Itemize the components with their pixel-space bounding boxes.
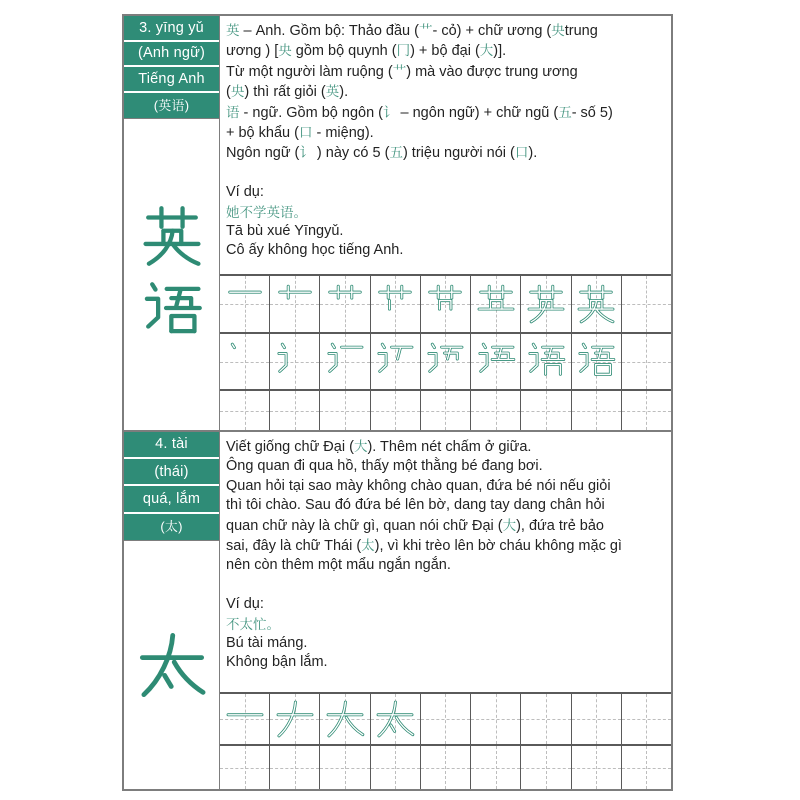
stroke-grid-empty-1	[220, 389, 671, 430]
text-line: Quan hỏi tại sao mày không chào quan, đứa bé nói nếu giỏi	[226, 477, 611, 494]
practice-cell-empty	[371, 391, 421, 430]
big-character-tai	[135, 628, 209, 702]
practice-cell-stroke-step	[320, 694, 370, 744]
entry-3-meaning: Tiếng Anh	[124, 67, 219, 93]
practice-cell-empty	[220, 746, 270, 789]
entry-3-example-label: Ví dụ:	[226, 184, 264, 201]
practice-cell-stroke-step	[270, 276, 320, 332]
practice-cell-stroke-step	[270, 694, 320, 744]
entry-4-explanation-lines	[226, 437, 663, 576]
entry-4-example-label: Ví dụ:	[226, 596, 264, 613]
practice-cell-stroke-step	[421, 276, 471, 332]
entry-3-hanviet: (Anh ngữ)	[124, 42, 219, 68]
big-character-ying	[139, 203, 205, 269]
entry-3-example-chinese: 她不学英语。	[226, 204, 307, 220]
entry-4-example-translation: Không bận lắm.	[226, 654, 328, 671]
entry-4-big-characters	[124, 541, 219, 789]
practice-cell-stroke-step	[320, 276, 370, 332]
practice-cell-stroke-step	[220, 694, 270, 744]
stroke-grid-yu	[220, 332, 671, 389]
practice-cell-empty	[622, 746, 671, 789]
entry-4-tai	[124, 430, 671, 789]
practice-cell-stroke-step	[572, 334, 622, 389]
practice-cell-empty	[622, 276, 671, 332]
entry-3-explanation-lines	[226, 21, 663, 164]
entry-3-right-column	[220, 16, 671, 430]
text-line: Ông quan đi qua hồ, thấy một thằng bé đang bơi.	[226, 458, 543, 475]
spacer	[226, 576, 663, 595]
practice-cell-empty	[572, 694, 622, 744]
practice-cell-empty	[220, 391, 270, 430]
entry-4-example-chinese: 不太忙。	[226, 616, 280, 632]
practice-cell-empty	[471, 694, 521, 744]
text-line: ương ) [央 gồm bộ quynh (冂) + bộ đại (大)].	[226, 43, 507, 60]
text-line: nên còn thêm một mẩu ngắn ngắn.	[226, 557, 451, 574]
text-line: Từ một người làm ruộng (艹) mà vào được trung ương	[226, 63, 578, 80]
practice-cell-empty	[371, 746, 421, 789]
practice-cell-stroke-step	[371, 694, 421, 744]
stroke-grid-tai	[220, 692, 671, 744]
practice-cell-empty	[471, 391, 521, 430]
text-line: Viết giống chữ Đại (大). Thêm nét chấm ở giữa.	[226, 439, 532, 455]
entry-4-left-column	[124, 432, 220, 789]
entry-3-number-pinyin: 3. yīng yǔ	[124, 16, 219, 42]
entry-3-example-pinyin: Tā bù xué Yīngyǔ.	[226, 223, 344, 240]
spacer	[226, 164, 663, 183]
practice-cell-empty	[572, 391, 622, 430]
practice-cell-empty	[622, 391, 671, 430]
practice-cell-empty	[320, 746, 370, 789]
entry-3-explanation	[220, 16, 671, 274]
text-line: 语 - ngữ. Gồm bộ ngôn (讠 – ngôn ngữ) + chữ ngũ (五- số 5)	[226, 104, 613, 121]
entry-4-hanzi-label: (太)	[124, 514, 219, 541]
text-line: Ngôn ngữ (讠 ) này có 5 (五) triệu người nói (口).	[226, 145, 538, 162]
text-line: quan chữ này là chữ gì, quan nói chữ Đại (大), đứa trẻ bảo	[226, 517, 604, 534]
practice-cell-stroke-step	[572, 276, 622, 332]
practice-cell-stroke-step	[220, 334, 270, 389]
entry-3-example-translation: Cô ấy không học tiếng Anh.	[226, 242, 404, 259]
entry-4-example-pinyin: Bú tài máng.	[226, 635, 308, 652]
practice-cell-empty	[521, 746, 571, 789]
practice-cell-empty	[320, 391, 370, 430]
practice-cell-stroke-step	[521, 276, 571, 332]
stroke-grid-ying	[220, 274, 671, 332]
entry-3-yingyu	[124, 16, 671, 430]
vocab-table	[122, 14, 673, 791]
entry-4-explanation	[220, 432, 671, 692]
practice-cell-stroke-step	[521, 334, 571, 389]
practice-cell-stroke-step	[220, 276, 270, 332]
practice-cell-empty	[521, 391, 571, 430]
practice-cell-stroke-step	[371, 276, 421, 332]
practice-cell-empty	[521, 694, 571, 744]
practice-cell-empty	[622, 694, 671, 744]
text-line: (央) thì rất giỏi (英).	[226, 84, 349, 101]
practice-cell-empty	[421, 391, 471, 430]
practice-cell-empty	[572, 746, 622, 789]
practice-cell-empty	[270, 391, 320, 430]
practice-cell-stroke-step	[270, 334, 320, 389]
practice-cell-empty	[421, 694, 471, 744]
big-character-yu	[139, 279, 205, 345]
entry-4-number-pinyin: 4. tài	[124, 432, 219, 459]
practice-cell-stroke-step	[471, 334, 521, 389]
practice-cell-stroke-step	[320, 334, 370, 389]
practice-cell-stroke-step	[471, 276, 521, 332]
text-line: + bộ khẩu (口 - miệng).	[226, 125, 374, 142]
text-line: thì tôi chào. Sau đó đứa bé lên bờ, dang tay dang chân hỏi	[226, 497, 605, 514]
entry-4-meaning: quá, lắm	[124, 486, 219, 513]
entry-3-hanzi-label: (英语)	[124, 93, 219, 119]
practice-cell-empty	[471, 746, 521, 789]
entry-3-left-column	[124, 16, 220, 430]
practice-cell-stroke-step	[371, 334, 421, 389]
practice-cell-empty	[270, 746, 320, 789]
practice-cell-empty	[421, 746, 471, 789]
text-line: sai, đây là chữ Thái (太), vì khi trèo lên bờ cháu không mặc gì	[226, 538, 622, 555]
entry-3-big-characters	[124, 119, 219, 430]
practice-cell-stroke-step	[421, 334, 471, 389]
text-line: 英 – Anh. Gồm bộ: Thảo đầu (艹- cỏ) + chữ ương (央trung	[226, 23, 598, 39]
entry-4-hanviet: (thái)	[124, 459, 219, 486]
entry-4-right-column	[220, 432, 671, 789]
stroke-grid-empty-2	[220, 744, 671, 789]
practice-cell-empty	[622, 334, 671, 389]
